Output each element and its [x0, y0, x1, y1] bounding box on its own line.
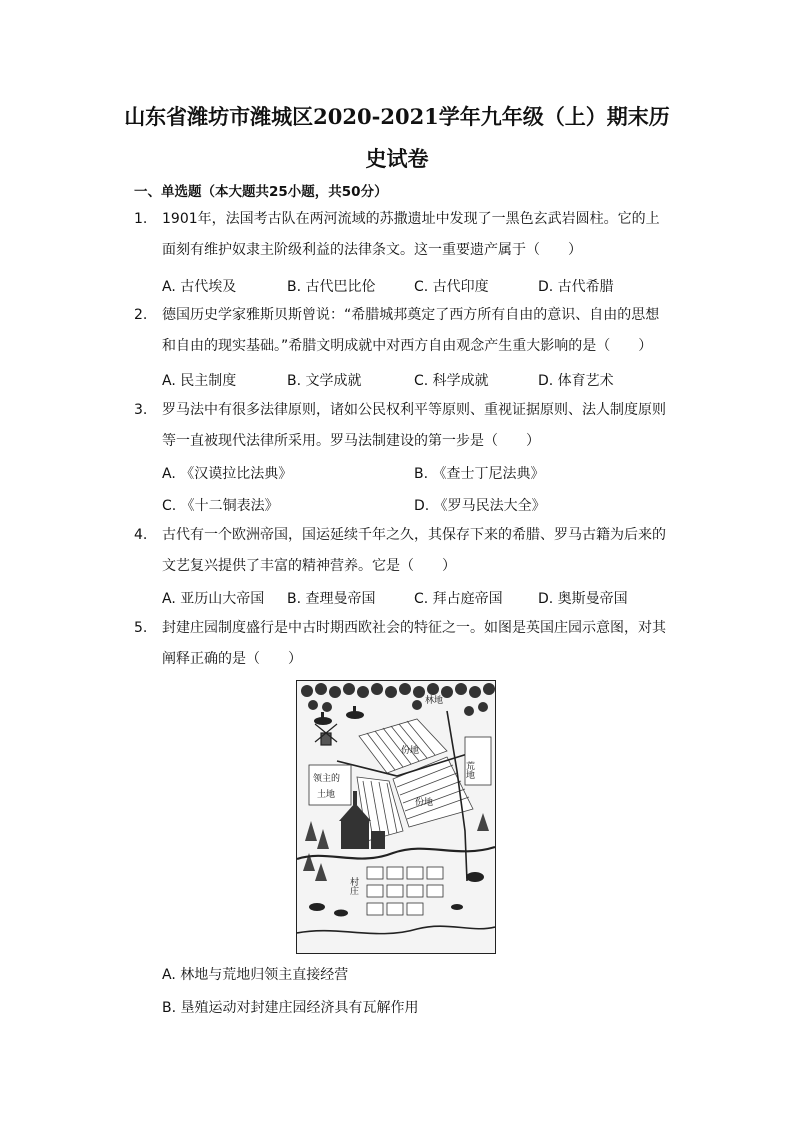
- option-c[interactable]: C. 《十二铜表法》: [162, 498, 279, 514]
- option-d[interactable]: D. 《罗马民法大全》: [414, 498, 546, 514]
- village-plots: [367, 867, 443, 915]
- option-a[interactable]: A. 古代埃及: [162, 279, 237, 295]
- stem-line: 文艺复兴提供了丰富的精神营养。它是（ ）: [162, 558, 456, 574]
- option-d[interactable]: D. 体育艺术: [538, 373, 614, 389]
- question-stem: [162, 395, 666, 457]
- option-a[interactable]: A. 《汉谟拉比法典》: [162, 466, 293, 482]
- option-c[interactable]: C. 古代印度: [414, 279, 489, 295]
- riders: [314, 706, 364, 725]
- option-b[interactable]: B. 文学成就: [287, 373, 362, 389]
- forest-trees: [301, 683, 495, 716]
- question-number: 2.: [134, 307, 148, 323]
- stem-line: 阐释正确的是（ ）: [162, 651, 302, 667]
- label-share-land-1: 份地: [401, 746, 420, 756]
- label-village: 村庄: [348, 877, 358, 895]
- stem-line: 1901年，法国考古队在两河流域的苏撒遗址中发现了一黑色玄武岩圆柱。它的上: [162, 211, 660, 227]
- stem-line: 面刻有维护奴隶主阶级利益的法律条文。这一重要遗产属于（ ）: [162, 242, 582, 258]
- option-a[interactable]: A. 民主制度: [162, 373, 237, 389]
- question-number: 1.: [134, 211, 148, 227]
- option-a[interactable]: A. 亚历山大帝国: [162, 591, 265, 607]
- title-line-2: 史试卷: [365, 146, 429, 171]
- option-d[interactable]: D. 奥斯曼帝国: [538, 591, 628, 607]
- page-title: [80, 96, 714, 180]
- manor-map-illustration: [297, 681, 495, 953]
- question-stem: [162, 520, 666, 582]
- option-c[interactable]: C. 科学成就: [414, 373, 489, 389]
- option-c[interactable]: C. 拜占庭帝国: [414, 591, 503, 607]
- question-stem: [162, 204, 662, 266]
- option-a[interactable]: A. 林地与荒地归领主直接经营: [162, 967, 349, 983]
- stem-line: 等一直被现代法律所采用。罗马法制建设的第一步是（ ）: [162, 433, 540, 449]
- option-b[interactable]: B. 查理曼帝国: [287, 591, 376, 607]
- stem-line: 封建庄园制度盛行是中古时期西欧社会的特征之一。如图是英国庄园示意图，对其: [162, 620, 666, 636]
- manor-map-figure: [296, 680, 496, 954]
- windmill-icon: [315, 724, 337, 745]
- stem-line: 古代有一个欧洲帝国，国运延续千年之久，其保存下来的希腊、罗马古籍为后来的: [162, 527, 666, 543]
- stream: [297, 926, 495, 933]
- title-line-1: 山东省潍坊市潍城区2020-2021学年九年级（上）期末历: [124, 104, 670, 129]
- label-share-land-2: 份地: [415, 798, 434, 808]
- question-number: 5.: [134, 620, 148, 636]
- option-b[interactable]: B. 《查士丁尼法典》: [414, 466, 545, 482]
- question-number: 3.: [134, 402, 148, 418]
- option-d[interactable]: D. 古代希腊: [538, 279, 614, 295]
- field-strips: [357, 719, 473, 841]
- label-lord-land-1: 领主的: [313, 774, 341, 784]
- stem-line: 和自由的现实基础。”希腊文明成就中对西方自由观念产生重大影响的是（ ）: [162, 338, 653, 354]
- question-stem: [162, 300, 662, 362]
- stem-line: 德国历史学家雅斯贝斯曾说：“希腊城邦奠定了西方所有自由的意识、自由的思想: [162, 307, 660, 323]
- stem-line: 罗马法中有很多法律原则，诸如公民权利平等原则、重视证据原则、法人制度原则: [162, 402, 666, 418]
- question-stem: [162, 613, 666, 675]
- question-number: 4.: [134, 527, 148, 543]
- label-waste-land: 荒地: [464, 761, 474, 779]
- option-b[interactable]: B. 古代巴比伦: [287, 279, 376, 295]
- label-forest: 林地: [425, 696, 444, 706]
- label-lord-land-2: 土地: [317, 790, 336, 800]
- option-b[interactable]: B. 垦殖运动对封建庄园经济具有瓦解作用: [162, 1000, 419, 1016]
- section-heading: 一、单选题（本大题共25小题，共50分）: [134, 184, 388, 200]
